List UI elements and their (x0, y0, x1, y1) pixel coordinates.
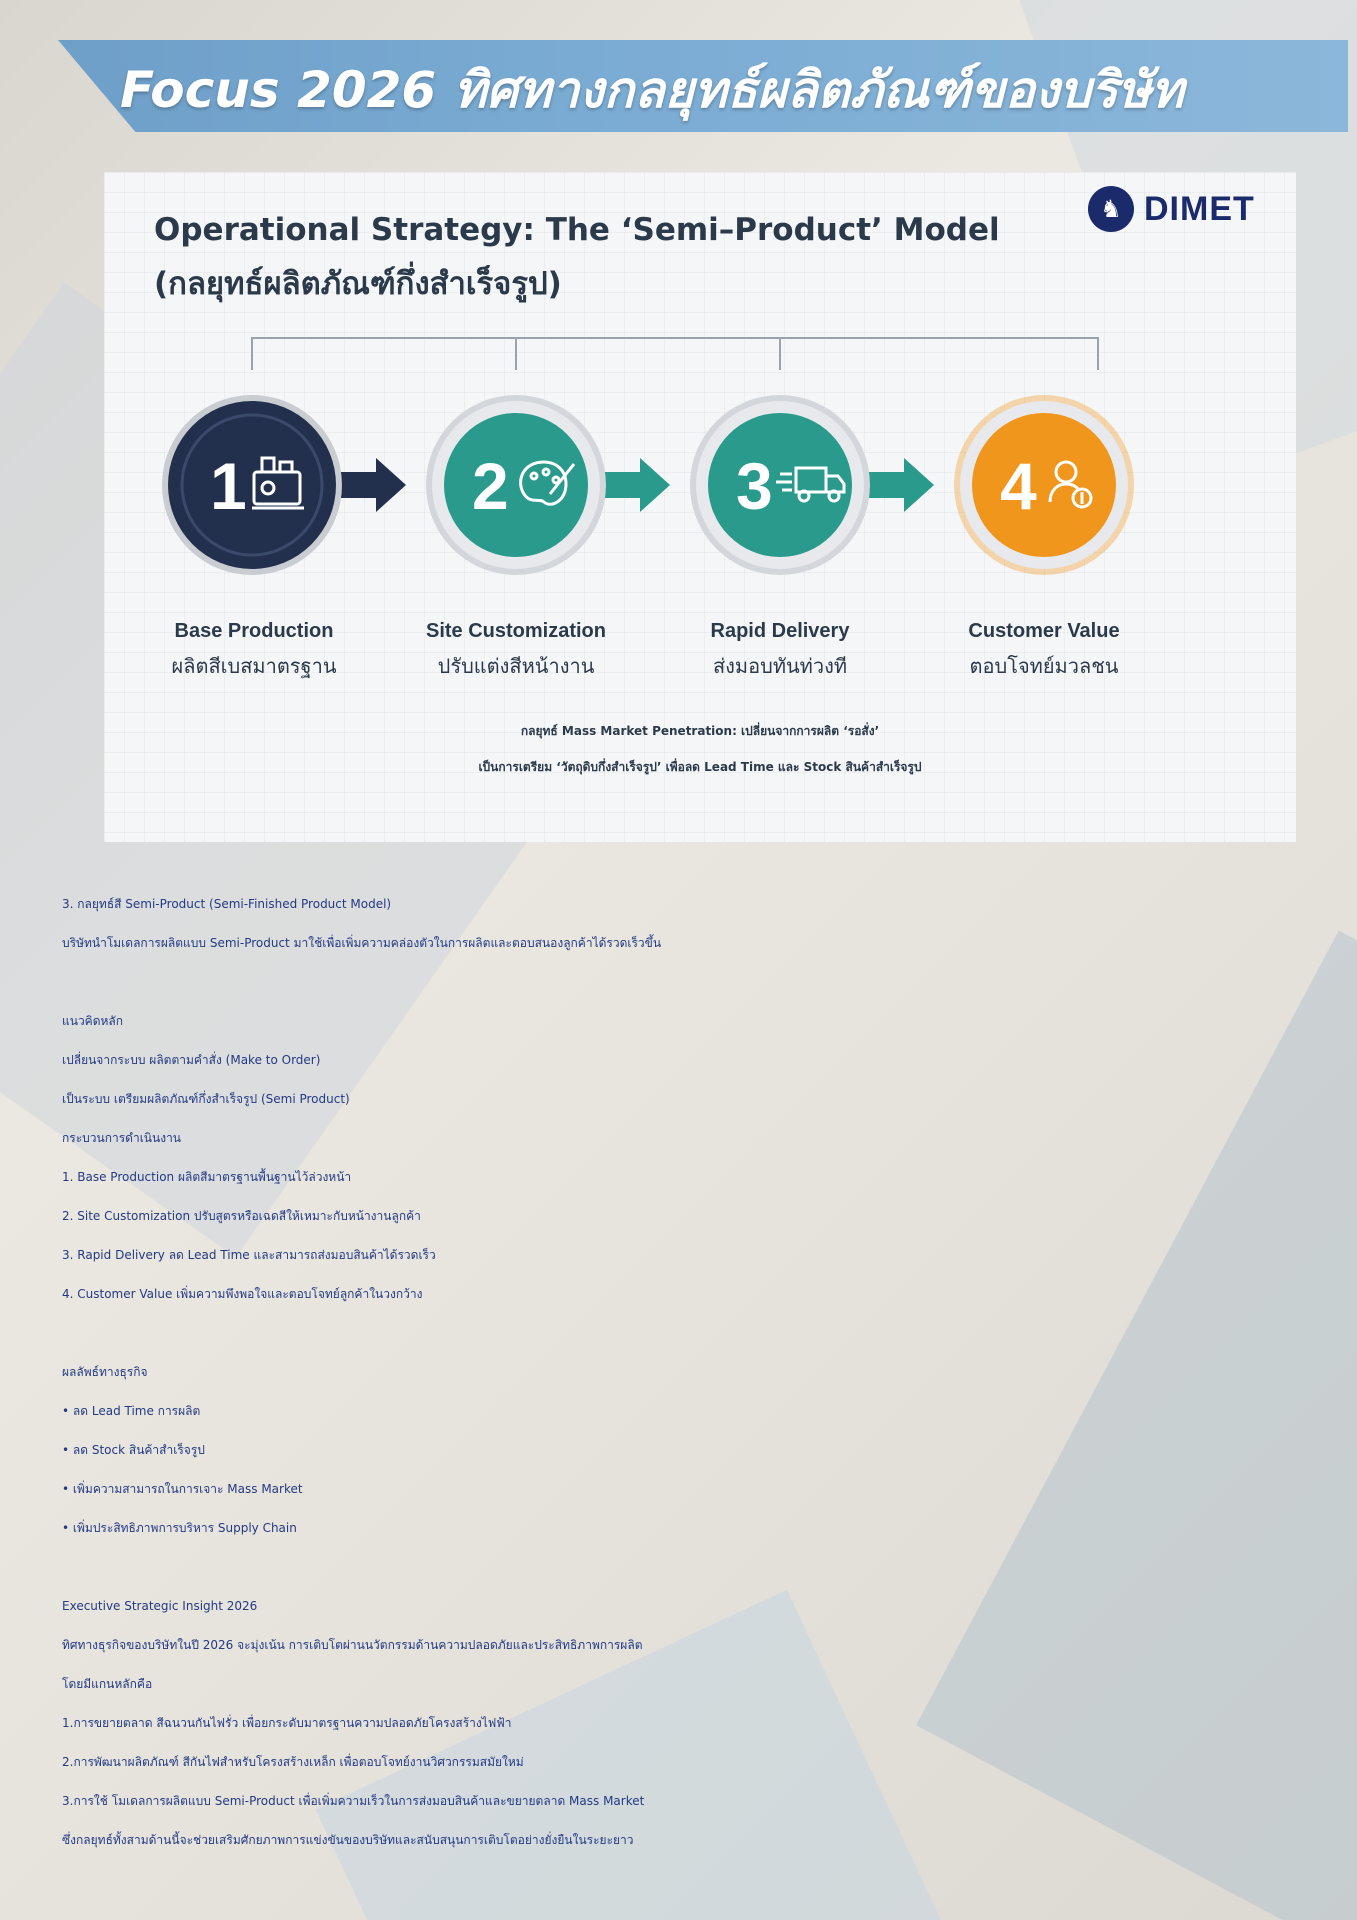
concept-line: 2. Site Customization ปรับสูตรหรือเฉดสีให้เหมาะกับหน้างานลูกค้า (62, 1209, 421, 1223)
result-item: • เพิ่มประสิทธิภาพการบริหาร Supply Chain (62, 1521, 297, 1535)
concept-line: 4. Customer Value เพิ่มความพึงพอใจและตอบโจทย์ลูกค้าในวงกว้าง (62, 1287, 423, 1301)
insight-heading: Executive Strategic Insight 2026 (62, 1599, 258, 1613)
spacer (62, 963, 1322, 1002)
concept-line: 1. Base Production ผลิตสีมาตรฐานพื้นฐานไว้ล่วงหน้า (62, 1170, 352, 1184)
step-1-sub: ผลิตสีเบสมาตรฐาน (171, 654, 337, 678)
step-2-circle (426, 395, 606, 575)
insight-line: ทิศทางธุรกิจของบริษัทในปี 2026 จะมุ่งเน้น การเติบโตผ่านนวัตกรรมด้านความปลอดภัยและประสิทธิภาพการผลิต (62, 1638, 643, 1652)
insight-line: ซึ่งกลยุทธ์ทั้งสามด้านนี้จะช่วยเสริมศักยภาพการแข่งขันของบริษัทและสนับสนุนการเติบโตอย่างยั่งยืนในระยะยาว (62, 1833, 634, 1847)
insight-line: โดยมีแกนหลักคือ (62, 1677, 153, 1691)
insight-line: 2.การพัฒนาผลิตภัณฑ์ สีกันไฟสำหรับโครงสร้างเหล็ก เพื่อตอบโจทย์งานวิศวกรรมสมัยใหม่ (62, 1755, 524, 1769)
intro-paragraph: บริษัทนำโมเดลการผลิตแบบ Semi-Product มาใช้เพื่อเพิ่มความคล่องตัวในการผลิตและตอบสนองลูกค้าได้รวดเร็วขึ้น (62, 936, 662, 950)
arrow-3-4 (862, 458, 934, 512)
step-1-circle (162, 395, 342, 575)
article-body (62, 885, 1322, 1860)
step-number: 2 (472, 449, 509, 523)
arrow-1-2 (334, 458, 406, 512)
step-3-label: Rapid Delivery (710, 620, 850, 642)
step-3-circle (690, 395, 870, 575)
result-item: • เพิ่มความสามารถในการเจาะ Mass Market (62, 1482, 303, 1496)
horse-logo-icon: ♞ (1088, 186, 1134, 232)
results-heading: ผลลัพธ์ทางธุรกิจ (62, 1365, 148, 1379)
concept-line: กระบวนการดำเนินงาน (62, 1131, 182, 1145)
step-number: 4 (1000, 449, 1037, 523)
strategy-summary-line-1: กลยุทธ์ Mass Market Penetration: เปลี่ยนจากการผลิต ‘รอสั่ง’ (520, 724, 880, 738)
step-4-label: Customer Value (968, 620, 1120, 642)
step-4-circle (954, 395, 1134, 575)
strategy-summary-line-2: เป็นการเตรียม ‘วัตถุดิบกึ่งสำเร็จรูป’ เพื่อลด Lead Time และ Stock สินค้าสำเร็จรูป (478, 760, 922, 774)
result-item: • ลด Stock สินค้าสำเร็จรูป (62, 1443, 205, 1457)
connector-line (252, 338, 1098, 370)
concept-line: เป็นระบบ เตรียมผลิตภัณฑ์กึ่งสำเร็จรูป (Semi Product) (62, 1092, 350, 1106)
result-item: • ลด Lead Time การผลิต (62, 1404, 201, 1418)
arrow-2-3 (598, 458, 670, 512)
infographic-title: Operational Strategy: The ‘Semi–Product’ Model (154, 212, 1000, 248)
step-number: 3 (736, 449, 773, 523)
spacer (62, 1314, 1322, 1353)
step-number: 1 (210, 449, 247, 523)
page-title: Focus 2026 ทิศทางกลยุทธ์ผลิตภัณฑ์ของบริษัท (120, 61, 1184, 119)
concept-line: 3. Rapid Delivery ลด Lead Time และสามารถส่งมอบสินค้าได้รวดเร็ว (62, 1248, 436, 1262)
step-3-sub: ส่งมอบทันท่วงที (712, 654, 848, 678)
step-1-label: Base Production (174, 620, 334, 642)
step-2-label: Site Customization (425, 620, 606, 642)
process-diagram (104, 172, 1296, 842)
concept-heading: แนวคิดหลัก (62, 1014, 124, 1028)
step-2-sub: ปรับแต่งสีหน้างาน (437, 654, 595, 678)
spacer (62, 1548, 1322, 1587)
strategy-infographic (104, 172, 1296, 842)
section-title: 3. กลยุทธ์สี Semi-Product (Semi-Finished Product Model) (62, 897, 392, 911)
insight-line: 1.การขยายตลาด สีฉนวนกันไฟรั่ว เพื่อยกระดับมาตรฐานความปลอดภัยโครงสร้างไฟฟ้า (62, 1716, 512, 1730)
logo-text: DIMET (1144, 189, 1255, 228)
infographic-subtitle: (กลยุทธ์ผลิตภัณฑ์กึ่งสำเร็จรูป) (154, 266, 562, 302)
step-4-sub: ตอบโจทย์มวลชน (969, 654, 1119, 678)
insight-line: 3.การใช้ โมเดลการผลิตแบบ Semi-Product เพื่อเพิ่มความเร็วในการส่งมอบสินค้าและขยายตลาด Mass Market (62, 1794, 645, 1808)
concept-line: เปลี่ยนจากระบบ ผลิตตามคำสั่ง (Make to Order) (62, 1053, 321, 1067)
